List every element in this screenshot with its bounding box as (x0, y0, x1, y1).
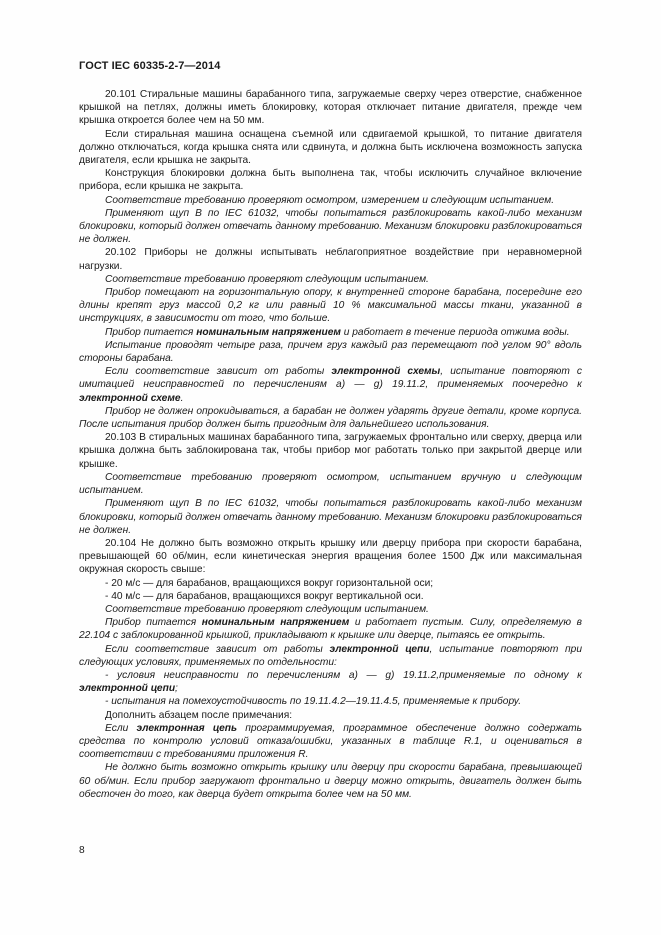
paragraph (79, 339, 582, 365)
bold-term: электронной схеме (79, 392, 181, 404)
paragraph (79, 405, 582, 431)
page-number: 8 (79, 845, 85, 856)
paragraph (79, 643, 582, 669)
text-run: , испытание повторяют при следующих условиях, применяемых по отдельности: (79, 643, 582, 668)
text-run: - испытания на помехоустойчивость по 19.11.4.2—19.11.4.5, применяемые к прибору. (105, 696, 522, 708)
paragraph (79, 603, 582, 616)
text-run: 20.101 Стиральные машины барабанного типа, загружаемые сверху через отверстие, снабженное крышкой на петлях, должны иметь блокировку, которая отключает питание двигателя, прежде чем крышка откроется более чем на 50 мм. (79, 89, 582, 127)
paragraph (79, 167, 582, 193)
text-run: - 40 м/с — для барабанов, вращающихся вокруг вертикальной оси. (105, 590, 424, 602)
text-run: Дополнить абзацем после примечания: (105, 709, 293, 721)
paragraph (79, 709, 582, 722)
bold-term: электронной цепи (329, 643, 430, 655)
paragraph (79, 497, 582, 537)
text-run: Прибор питается (105, 326, 197, 338)
text-run: Соответствие требованию проверяют следующим испытанием. (105, 603, 429, 615)
paragraph (79, 88, 582, 128)
paragraph (79, 326, 582, 339)
document-body (79, 88, 582, 801)
text-run: Прибор помещают на горизонтальную опору, к внутренней стороне барабана, посередине его длины крепят груз массой 0,2 кг или равный 10 % максимальной массы ткани, указанной в инструкциях, в зависимости от того, что больше. (79, 287, 582, 325)
paragraph (79, 207, 582, 247)
text-run: Испытание проводят четыре раза, причем груз каждый раз перемещают под углом 90° вдоль стороны барабана. (79, 339, 582, 365)
paragraph (79, 431, 582, 471)
paragraph (79, 128, 582, 168)
paragraph (79, 365, 582, 405)
text-run: Применяют щуп B по IEC 61032, чтобы попытаться разблокировать какой-либо механизм блокировки, который должен отвечать данному требованию. Механизм блокировки разблокироваться не должен. (79, 207, 582, 246)
text-run: - 20 м/с — для барабанов, вращающихся вокруг горизонтальной оси; (105, 577, 434, 589)
bold-term: электронной цепи (79, 683, 176, 695)
bold-term: номинальным напряжением (201, 617, 350, 629)
page-header-standard-title: ГОСТ IEC 60335-2-7—2014 (79, 60, 221, 72)
paragraph (79, 286, 582, 326)
paragraph (79, 669, 582, 695)
paragraph (79, 273, 582, 286)
text-run: Применяют щуп B по IEC 61032, чтобы попытаться разблокировать какой-либо механизм блокировки, который должен отвечать данному требованию. Механизм блокировки разблокироваться не должен. (79, 498, 582, 536)
paragraph (79, 246, 582, 272)
text-run: . (180, 392, 184, 404)
text-run: Прибор питается (105, 617, 202, 629)
bold-term: электронной схемы (331, 366, 441, 378)
text-run: Конструкция блокировки должна быть выполнена так, чтобы исключить случайное включение прибора, если крышка не закрыта. (79, 168, 582, 193)
text-run: Если соответствие зависит от работы (105, 366, 332, 378)
paragraph (79, 722, 582, 762)
text-run: Если (105, 722, 137, 734)
text-run: программируемая, программное обеспечение должно содержать средства по контролю условий отказа/ошибки, указанных в таблице R.1, и оцениваться в соответствии с требованиями приложения R. (79, 722, 582, 761)
text-run: Прибор не должен опрокидываться, а барабан не должен ударять другие детали, кроме корпуса. После испытания прибор должен быть пригодным для дальнейшего использования. (79, 405, 582, 431)
text-run: и работает пустым. Силу, определяемую в 22.104 с заблокированной крышкой, прикладывают к крышке или дверце, пытаясь ее открыть. (79, 617, 582, 642)
paragraph (79, 590, 582, 603)
text-run: Соответствие требованию проверяют следующим испытанием. (105, 273, 429, 285)
text-run: , испытание повторяют с имитацией неисправностей по перечислениям a) — g) 19.11.2, применяемых поочередно к (79, 366, 583, 391)
paragraph (79, 761, 582, 801)
paragraph (79, 616, 582, 642)
paragraph (79, 577, 582, 590)
text-run: 20.102 Приборы не должны испытывать неблагоприятное воздействие при неравномерной нагрузки. (79, 247, 582, 272)
text-run: Если стиральная машина оснащена съемной или сдвигаемой крышкой, то питание двигателя должно отключаться, когда крышка снята или сдвинута, и должна быть исключена возможность запуска двигателя, если крышка не закрыта. (79, 128, 582, 167)
paragraph (79, 471, 582, 497)
text-run: и работает в течение периода отжима воды. (340, 326, 570, 338)
text-run: 20.104 Не должно быть возможно открыть крышку или дверцу прибора при скорости барабана, превышающей 60 об/мин, если кинетическая энергия вращения более 1500 Дж или максимальная окружная скорость свыше: (79, 537, 582, 576)
text-run: ; (175, 683, 178, 695)
text-run: - условия неисправности по перечислениям a) — g) 19.11.2,применяемые по одному к (105, 669, 582, 681)
bold-term: электронная цепь (136, 722, 238, 734)
text-run: Соответствие требованию проверяют осмотром, измерением и следующим испытанием. (105, 194, 555, 206)
text-run: Если соответствие зависит от работы (105, 643, 330, 655)
text-run: Соответствие требованию проверяют осмотром, испытанием вручную и следующим испытанием. (79, 471, 582, 497)
paragraph (79, 537, 582, 577)
text-run: 20.103 В стиральных машинах барабанного типа, загружаемых фронтально или сверху, дверца или крышка должна быть заблокирована так, чтобы прибор мог работать только при закрытой дверце или крышке. (79, 432, 582, 470)
paragraph (79, 194, 582, 207)
text-run: Не должно быть возможно открыть крышку или дверцу при скорости барабана, превышающей 60 об/мин. Если прибор загружают фронтально и дверцу можно открыть, двигатель должен быть обесточен до того, как дверца будет открыта более чем на 50 мм. (79, 762, 582, 800)
paragraph (79, 695, 582, 708)
bold-term: номинальным напряжением (196, 326, 341, 338)
